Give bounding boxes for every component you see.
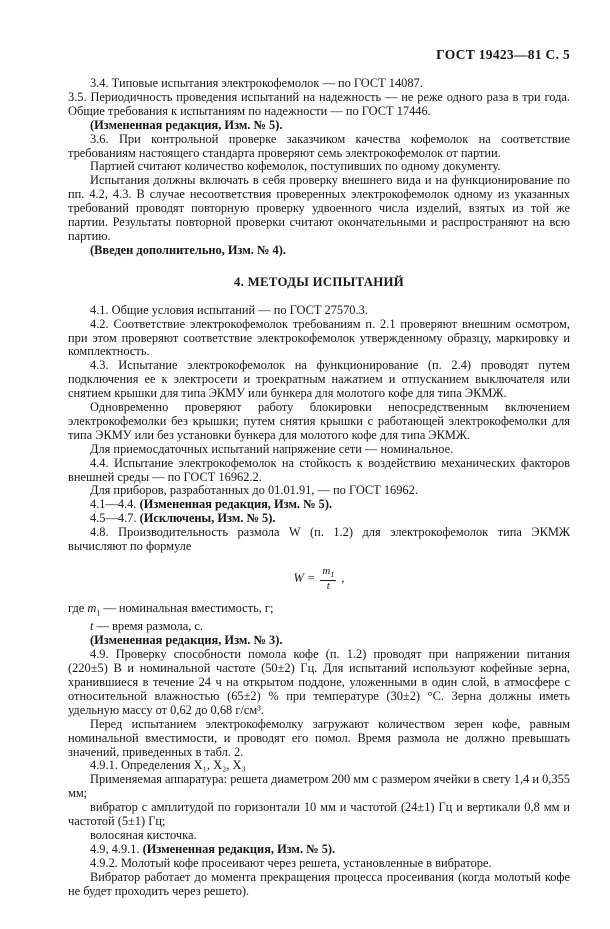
amendment-note: (Измененная редакция, Изм. № 5).: [90, 117, 283, 132]
para-3-6: 3.6. При контрольной проверке заказчиком качества кофемолок на соответствие требованиям настоящего стандарта проверяют семь электрокофемолок от партии.: [68, 131, 570, 160]
para-vibrator: вибратор с амплитудой по горизонтали 10 мм и частотой (24±1) Гц и вертикали 0,8 мм и частотой (5±1) Гц;: [68, 800, 570, 829]
para-4-3: 4.3. Испытание электрокофемолок на функционирование (п. 2.4) проводят путем подключения ее к электросети и троекратным нажатием и отпусканием выключателя или снятием крышки для типа ЭКМУ или бункера для молотого кофе для типа ЭКМЖ.: [68, 358, 570, 401]
para-vibrator-work: Вибратор работает до момента прекращения процесса просеивания (когда молотый кофе не будет проходить через решето).: [68, 869, 570, 898]
para-blocking: Одновременно проверяют работу блокировки непосредственным включением электрокофемолки без крышки; путем снятия крышки с работающей электрокофемолки для типа ЭКМУ или без установки бункера для молотого кофе для типа ЭКМЖ.: [68, 400, 570, 442]
para-devices: Для приборов, разработанных до 01.01.91, — по ГОСТ 16962.: [90, 483, 418, 498]
amendment-note: (Введен дополнительно, Изм. № 4).: [90, 242, 286, 257]
para-4-4: 4.4. Испытание электрокофемолок на стойкость к воздействию механических факторов внешней среды — по ГОСТ 16962.2.: [68, 455, 570, 484]
para-voltage: Для приемосдаточных испытаний напряжение сети — номинальное.: [90, 441, 454, 456]
para-tests: Испытания должны включать в себя проверку внешнего вида и на функционирование по пп. 4.2, 4.3. В случае несоответствия проверенных электрокофемолок одному из указанных требований проводят повторную проверку удвоенного числа изделий, взятых из той же партии. Результаты повторной проверки считают окончательными и распространяют на всю партию.: [68, 173, 570, 243]
para-4-9-1: 4.9.1. Определения X₁, X₂, X₃: [90, 758, 246, 773]
formula-denominator: t: [326, 580, 330, 593]
amendment-label: 4.9, 4.9.1.: [90, 841, 140, 856]
section-title: 4. МЕТОДЫ ИСПЫТАНИЙ: [233, 274, 405, 289]
amendment-4-9: [68, 843, 570, 857]
formula-lhs: W =: [293, 571, 316, 586]
para-3-5: 3.5. Периодичность проведения испытаний на надежность — не реже одного раза в три года. Общие требования к испытаниям по надежности — по ГОСТ 17446.: [68, 89, 570, 118]
para-equipment: Применяемая аппаратура: решета диаметром 200 мм с размером ячейки в свету 1,4 и 0,355 мм;: [68, 772, 570, 801]
where-m1: где $m_1$ — номинальная вместимость, г;: [68, 601, 274, 618]
para-before-test: Перед испытанием электрокофемолку загружают количеством зерен кофе, равным номинальной вместимости, и проводят его помол. Время размола не должно превышать значений, приведенных в табл. 2.: [68, 716, 570, 759]
amendment-4-1-4-4: [68, 498, 570, 512]
para-3-4: 3.4. Типовые испытания электрокофемолок — по ГОСТ 14087.: [90, 76, 423, 90]
amendment-label: 4.5—4.7.: [90, 511, 137, 526]
para-batch: Партией считают количество кофемолок, поступивших по одному документу.: [90, 159, 501, 174]
amendment-note: (Исключены, Изм. № 5).: [139, 511, 276, 526]
amendment-note: (Измененная редакция, Изм. № 5).: [142, 841, 336, 856]
where-t: t — время размола, с.: [90, 619, 203, 634]
formula-tail: ,: [341, 571, 345, 586]
para-4-9: 4.9. Проверку способности помола кофе (п. 1.2) проводят при напряжении питания (220±5) В и номинальной частоте (50±2) Гц. Для испытаний используют кофейные зерна, хранившиеся в течение 24 ч на открытом поддоне, уложенными в один слой, в атмосфере с относительной влажностью (65±2) % при температуре (30±2) °С. Зерна должны иметь удельную массу от 0,62 до 0,68 г/см³.: [68, 647, 570, 717]
para-4-2: 4.2. Соответствие электрокофемолок требованиям п. 2.1 проверяют внешним осмотром, при этом проверяют соответствие электрокофемолок утвержденному образцу, маркировку и комплектность.: [68, 316, 570, 359]
para-4-1: 4.1. Общие условия испытаний — по ГОСТ 27570.3.: [90, 302, 368, 317]
amendment-4-5-4-7: [68, 512, 570, 526]
formula-numerator: $m_1$: [322, 565, 335, 580]
page-header: ГОСТ 19423—81 С. 5: [436, 47, 570, 62]
para-brush: волосяная кисточка.: [90, 827, 197, 842]
formula-fraction: [320, 566, 336, 592]
formula-productivity: [68, 566, 570, 592]
para-4-9-2: 4.9.2. Молотый кофе просеивают через решета, установленные в вибраторе.: [90, 855, 492, 870]
amendment-note: (Измененная редакция, Изм. № 3).: [90, 633, 283, 648]
document-body: [68, 77, 570, 899]
amendment-label: 4.1—4.4.: [90, 497, 137, 512]
para-4-8: 4.8. Производительность размола W (п. 1.2) для электрокофемолок типа ЭКМЖ вычисляют по формуле: [68, 525, 570, 554]
amendment-note: (Измененная редакция, Изм. № 5).: [139, 497, 333, 512]
